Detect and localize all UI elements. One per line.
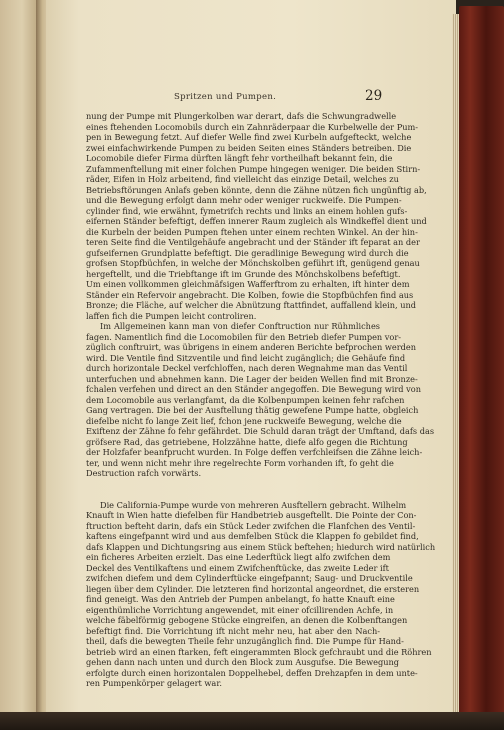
facing-page	[0, 0, 40, 730]
text-line: betrieb wird an einen ftarken, feft eingerammten Block gefchraubt und die Röhren	[86, 646, 432, 657]
text-line: pen in Bewegung fetzt. Auf diefer Welle find zwei Kurbeln aufgefteckt, welche	[86, 132, 412, 142]
text-line: die Kurbeln der beiden Pumpen ftehen unter einem rechten Winkel. An der hin-	[86, 226, 418, 237]
text-line: hergeftellt, und die Triebftange ift im Grunde des Mönchskolbens befeftigt.	[86, 268, 401, 279]
page-number: 29	[365, 88, 383, 104]
text-line: fagen. Namentlich find die Locomobilen für den Betrieb diefer Pumpen vor-	[86, 331, 402, 342]
text-line: gufseifernen Grundplatte befeftigt. Die geradlinige Bewegung wird durch die	[86, 247, 409, 258]
text-line: Locomobile diefer Firma dürften längft fehr vortheilhaft bekannt fein, die	[86, 153, 393, 163]
text-line: liegen über dem Cylinder. Die letzteren find horizontal angeordnet, die ersteren	[86, 583, 420, 594]
text-line: grofsen Stopfbüchfen, in welche der Mönchskolben geführt ift, genügend genau	[86, 258, 420, 268]
paragraph-group-2	[86, 499, 436, 689]
text-line: Im Allgemeinen kann man von diefer Conftruction nur Rühmliches	[100, 321, 380, 331]
text-line: Knauft in Wien hatte diefelben für Handbetrieb ausgeftellt. Die Pointe der Con-	[86, 510, 417, 520]
paragraph-group-1	[86, 111, 435, 479]
text-line: theil, dafs die bewegten Theile fehr unzugänglich find. Die Pumpe für Hand-	[86, 636, 404, 646]
text-line: laffen fich die Pumpen leicht controliren.	[86, 310, 257, 321]
text-line: Ständer ein Refervoir angebracht. Die Kolben, fowie die Stopfbüchfen find aus	[86, 289, 414, 300]
body-text	[86, 111, 436, 689]
book-cover	[459, 6, 504, 726]
text-line: nung der Pumpe mit Plungerkolben war derart, dafs die Schwungradwelle	[86, 111, 397, 121]
text-line: zwifchen diefem und dem Cylinderftücke eingefpannt; Saug- und Druckventile	[86, 573, 413, 583]
page-header	[86, 88, 386, 108]
text-line: unterfuchen und abnehmen kann. Die Lager der beiden Wellen find mit Bronze-	[86, 373, 418, 384]
text-line: der Holzfafer beanfprucht wurden. In Folge deffen verfchleifsen die Zähne leich-	[86, 447, 423, 457]
text-line: Bronze; die Fläche, auf welcher die Abnützung ftattfindet, auffallend klein, und	[86, 300, 416, 310]
text-line: welche fäbelförmig gebogene Stücke eingreifen, an denen die Kolbenftangen	[86, 615, 408, 625]
text-line: find geneigt. Was den Antrieb der Pumpen anbelangt, fo hatte Knauft eine	[86, 594, 395, 604]
text-line: teren Seite find die Ventilgehäufe angebracht und der Ständer ift feparat an der	[86, 237, 420, 247]
text-line: Zufammenftellung mit einer folchen Pumpe hingegen weniger. Die beiden Stirn-	[86, 163, 421, 174]
text-line: eigenthümliche Vorrichtung angewendet, mit einer ofcillirenden Achfe, in	[86, 604, 394, 615]
text-line: ren Pumpenkörper gelagert war.	[86, 678, 222, 688]
text-line: diefelbe nicht fo lange Zeit lief, fchon jene ruckweife Bewegung, welche die	[86, 415, 402, 426]
text-line: Exiftenz der Zähne fo fehr gefährdet. Die Schuld daran trägt der Umftand, dafs das	[86, 426, 435, 436]
text-line: dem Locomobile aus verlangfamt, da die Kolbenpumpen keinen fehr rafchen	[86, 394, 405, 405]
text-line: kaftens eingefpannt wird und aus demfelben Stück die Klappen fo gebildet find,	[86, 531, 419, 541]
text-line: cylinder find, wie erwähnt, fymetrifch rechts und links an einem hohlen gufs-	[86, 205, 408, 216]
text-line: gröfsere Rad, das getriebene, Holzzähne hatte, diefe alfo gegen die Richtung	[86, 436, 408, 447]
text-line: wird. Die Ventile find Sitzventile und find leicht zugänglich; die Gehäufe find	[86, 352, 406, 363]
text-line: ein ficheres Arbeiten erzielt. Das eine Lederftück liegt alfo zwifchen dem	[86, 552, 391, 562]
text-line: Um einen vollkommen gleichmäfsigen Wafferftrom zu erhalten, ift hinter dem	[86, 279, 410, 289]
text-line: Destruction rafch vorwärts.	[86, 468, 202, 478]
text-line: und die Bewegung erfolgt dann mehr oder weniger ruckweife. Die Pumpen-	[86, 195, 402, 205]
text-line: Gang vertragen. Die bei der Ausftellung thätig gewefene Pumpe hatte, obgleich	[86, 405, 419, 415]
text-line: befeftigt find. Die Vorrichtung ift nicht mehr neu, hat aber den Nach-	[86, 625, 380, 636]
text-line: zwei einfachwirkende Pumpen zu beiden Seiten eines Ständers betreiben. Die	[86, 142, 412, 153]
text-line: ter, und wenn nicht mehr ihre regelrechte Form vorhanden ift, fo geht die	[86, 457, 394, 468]
text-line: Die California-Pumpe wurde von mehreren Ausftellern gebracht. Wilhelm	[100, 499, 407, 510]
text-line: erfolgte durch einen horizontalen Doppelhebel, deffen Drehzapfen in dem unte-	[86, 667, 418, 678]
text-line: dafs Klappen und Dichtungsring aus einem Stück beftehen; hiedurch wird natürlich	[86, 541, 436, 552]
text-line: Deckel des Ventilkaftens und einem Zwifchenftücke, das zweite Leder ift	[86, 562, 389, 573]
text-line: durch horizontale Deckel verfchloffen, nach deren Wegnahme man das Ventil	[86, 363, 408, 373]
text-line: züglich conftruirt, was übrigens in einem anderen Berichte befprochen werden	[86, 342, 416, 352]
running-head: Spritzen und Pumpen.	[174, 92, 277, 102]
text-line: ftruction befteht darin, dafs ein Stück Leder zwifchen die Flanfchen des Ventil-	[86, 520, 416, 531]
background-shadow	[0, 712, 504, 730]
text-line: gehen dann nach unten und durch den Block zum Ausgufse. Die Bewegung	[86, 657, 399, 667]
text-line: eifernen Ständer befeftigt, deffen innerer Raum zugleich als Windkeffel dient und	[86, 216, 427, 226]
text-line: fchalen verfehen und direct an den Ständer angegoffen. Die Bewegung wird von	[86, 384, 421, 394]
text-line: Betriebsftörungen Anlafs geben könnte, denn die Zähne nützen fich ungünftig ab,	[86, 184, 427, 195]
text-line: eines ftehenden Locomobils durch ein Zahnräderpaar die Kurbelwelle der Pum-	[86, 121, 419, 132]
text-line: räder, Eifen in Holz arbeitend, find vielleicht das einzige Detail, welches zu	[86, 174, 399, 184]
section-gap	[86, 479, 380, 500]
